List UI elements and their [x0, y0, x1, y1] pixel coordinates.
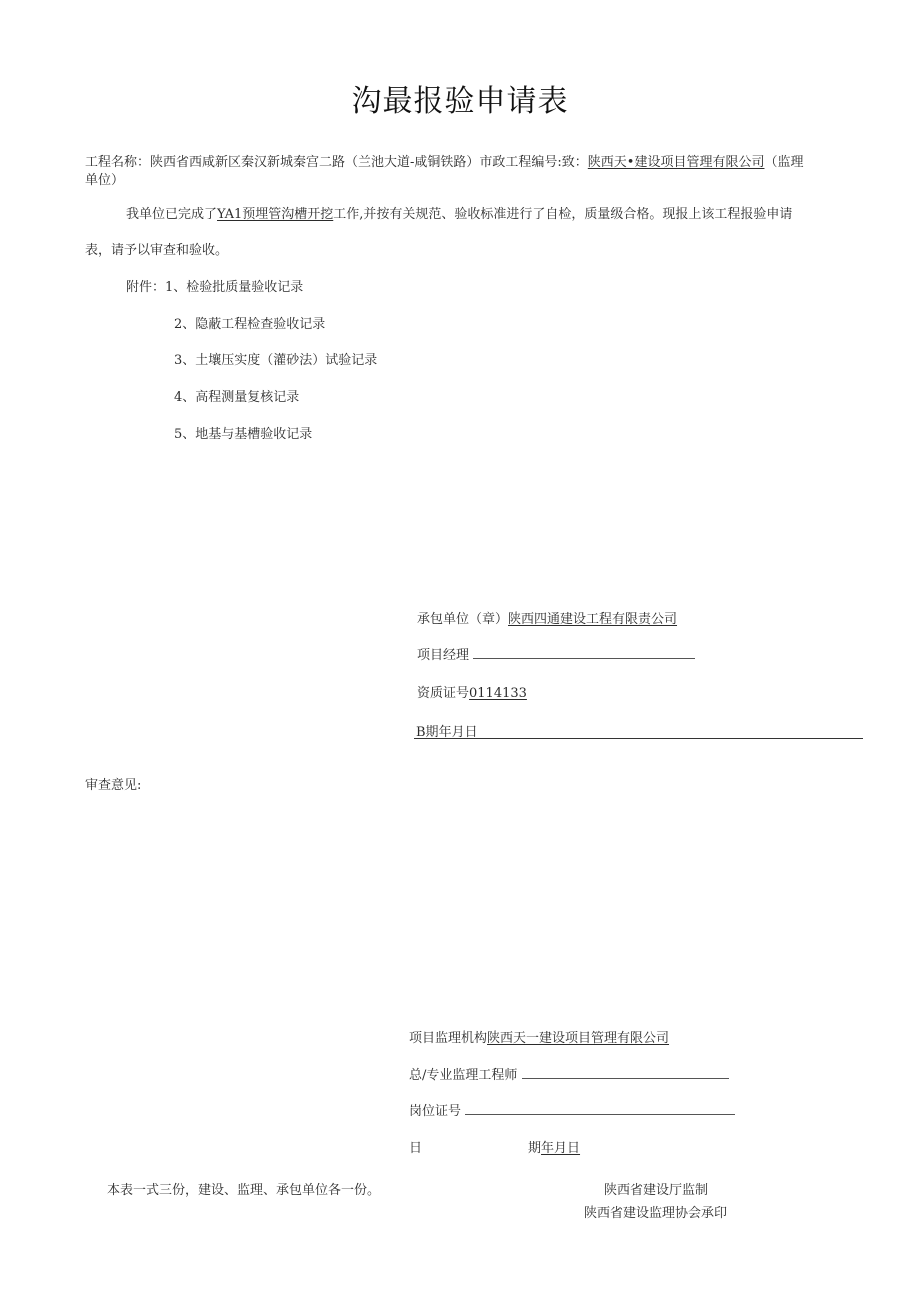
supervising-engineer-row	[409, 1064, 729, 1083]
project-manager-label: 项目经理	[417, 648, 470, 663]
issuer-supervised: 陕西省建设厅监制	[604, 1183, 709, 1198]
attachment-item: 3、土壤压实度（灌砂法）试验记录	[174, 353, 378, 368]
contractor-date-prefix: B期	[416, 725, 439, 740]
qualification-cert-value: 0114133	[469, 686, 527, 701]
project-manager-row	[417, 644, 695, 663]
contractor-unit-row	[417, 608, 677, 627]
review-opinion-label: 审查意见:	[85, 778, 142, 793]
recipient-unit-label: 单位）	[85, 173, 125, 188]
declaration-paragraph	[126, 203, 792, 222]
attachments-label: 附件：	[126, 280, 166, 295]
supervision-org-value: 陕西天一建设项目管理有限公司	[487, 1031, 670, 1046]
qualification-cert-row	[417, 682, 527, 701]
contractor-unit-value: 陕西四通建设工程有限责公司	[508, 612, 678, 627]
declaration-text-a: 我单位已完成了	[126, 207, 218, 222]
contractor-date-value: 年月日	[438, 725, 478, 740]
project-manager-signature-line[interactable]	[473, 646, 695, 659]
contractor-unit-label: 承包单位（章）	[417, 612, 509, 627]
attachment-item: 2、隐蔽工程检查验收记录	[174, 317, 326, 332]
issuer-printed: 陕西省建设监理协会承印	[584, 1206, 728, 1221]
copies-note: 本表一式三份，建设、监理、承包单位各一份。	[107, 1183, 381, 1198]
supervision-org-label: 项目监理机构	[409, 1031, 488, 1046]
recipient-name: 陕西天•建设项目管理有限公司	[587, 155, 765, 170]
supervising-engineer-signature-line[interactable]	[522, 1066, 729, 1079]
supervising-engineer-label: 总/专业监理工程师	[409, 1068, 518, 1083]
supervisor-date-row	[528, 1137, 580, 1156]
work-item: YA1预埋管沟槽开挖	[217, 207, 334, 222]
recipient-suffix: （监理	[764, 155, 804, 170]
attachment-item: 5、地基与基槽验收记录	[174, 427, 313, 442]
attachment-line-1	[126, 276, 303, 295]
page-title: 沟最报验申请表	[351, 84, 569, 119]
contractor-date-line	[414, 738, 863, 739]
declaration-text-c: 表，请予以审查和验收。	[85, 243, 229, 258]
project-info-line	[85, 151, 803, 170]
supervision-org-row	[409, 1027, 669, 1046]
declaration-text-b: 工作,并按有关规范、验收标准进行了自检，质量级合格。现报上该工程报验申请	[333, 207, 793, 222]
post-cert-line[interactable]	[465, 1102, 735, 1115]
post-cert-label: 岗位证号	[409, 1104, 462, 1119]
supervisor-date-value: 年月日	[541, 1141, 581, 1156]
attachment-item: 4、高程测量复核记录	[174, 390, 300, 405]
supervisor-date-b: 期	[528, 1141, 542, 1156]
supervisor-date-a: 日	[409, 1141, 423, 1156]
qualification-cert-label: 资质证号	[417, 686, 470, 701]
project-label: 工程名称：	[85, 155, 151, 170]
project-name: 陕西省西咸新区秦汉新城秦宫二路（兰池大道-咸铜铁路）市政工程编号:致：	[150, 155, 588, 170]
attachment-item: 1、检验批质量验收记录	[165, 280, 304, 295]
post-cert-row	[409, 1100, 735, 1119]
